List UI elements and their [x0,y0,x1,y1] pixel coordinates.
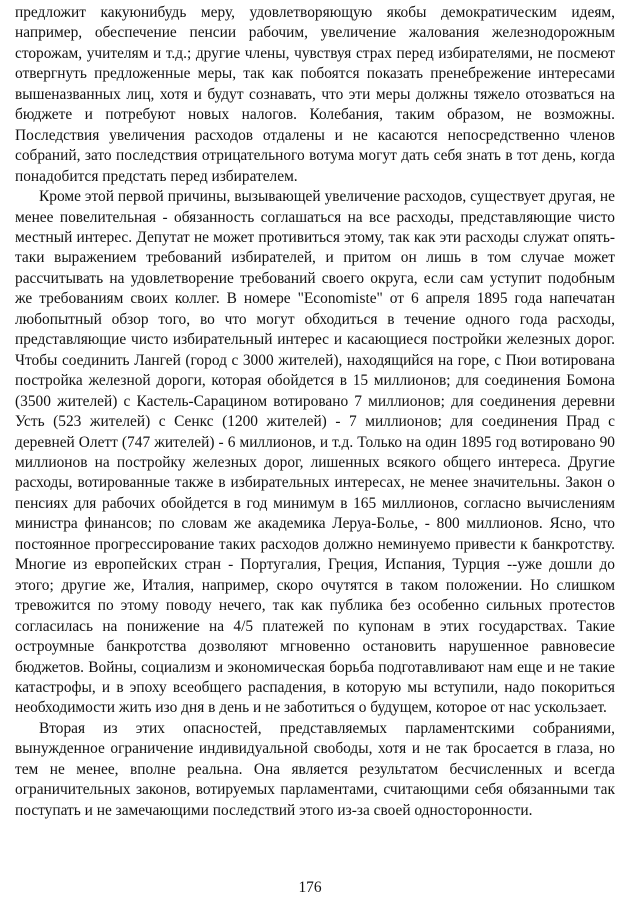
page-number: 176 [298,879,322,896]
paragraph-local-expenses: Кроме этой первой причины, вызывающей увеличение расходов, существует другая, не менее повелительная - обязанность соглашаться на все расходы, представляющие чисто местный интерес. Депутат не может противиться этому, так как эти расходы служат опять-таки выражением требований избирателей, и притом он лишь в том случае может рассчитывать на удовлетворение требований своего округа, если сам уступит подобным же требованиям своих коллег. В номере "Economiste" от 6 апреля 1895 года напечатан любопытный обзор того, во что могут обходиться в течение одного года расходы, представляющие чисто избирательный интерес и касающиеся постройки железных дорог. Чтобы соединить Лангей (город с 3000 жителей), находящийся на горе, с Пюи вотирована постройка железной дороги, которая обойдется в 15 миллионов; для соединения Бомона (3500 жителей) с Кастель-Сарацином вотировано 7 миллионов; для соединения деревни Усть (523 жителей) с Сенкс (1200 жителей) - 7 миллионов; для соединения Прад с деревней Олетт (747 жителей) - 6 миллионов, и т.д. Только на один 1895 год вотировано 90 миллионов на постройку железных дорог, лишенных всякого общего интереса. Другие расходы, вотированные также в избирательных интересах, не менее значительны. Закон о пенсиях для рабочих обойдется в год минимум в 165 миллионов, согласно вычислениям министра финансов; по словам же академика Леруа-Болье, - 800 миллионов. Ясно, что постоянное прогрессирование таких расходов должно неминуемо привести к банкротству. Многие из европейских стран - Португалия, Греция, Испания, Турция --уже дошли до этого; другие же, Италия, например, скоро очутятся в таком положении. Но слишком тревожится по этому поводу нечего, так как публика без особенно сильных протестов согласилась на понижение на 4/5 платежей по купонам в этих государствах. Такие остроумные банкротства дозволяют мгновенно остановить нарушенное равновесие бюджетов. Войны, социализм и экономическая борьба подготавливают нам еще и не такие катастрофы, и в эпоху всеобщего распадения, в которую мы вступили, надо покориться необходимости жить изо дня в день и не заботиться о будущем, которое от нас ускользает. [15,188,615,717]
paragraph-individual-freedom: Вторая из этих опасностей, представляемых парламентскими собраниями, вынужденное ограничение индивидуальной свободы, хотя и не так бросается в глаза, но тем не менее, вполне реальна. Она является результатом бесчисленных и всегда ограничительных законов, вотируемых парламентами, считающими себя обязанными так поступать и не замечающими последствий этого из-за своей односторонности. [15,719,615,819]
paragraph-continuation: предложит какуюнибудь меру, удовлетворяющую якобы демократическим идеям, например, обеспечение пенсии рабочим, увеличение жалования железнодорожным сторожам, учителям и т.д.; другие члены, чувствуя страх перед избирателями, не посмеют отвергнуть предложенные меры, так как побоятся показать пренебрежение интересами вышеназванных лиц, хотя и будут сознавать, что эти меры должны тяжело отозваться на бюджете и потребуют новых налогов. Колебания, таким образом, не возможны. Последствия увеличения расходов отдалены и не касаются непосредственно членов собраний, зато последствия отрицательного вотума могут дать себя знать в тот день, когда понадобится предстать перед избирателем. [15,4,615,185]
document-page [15,3,615,821]
